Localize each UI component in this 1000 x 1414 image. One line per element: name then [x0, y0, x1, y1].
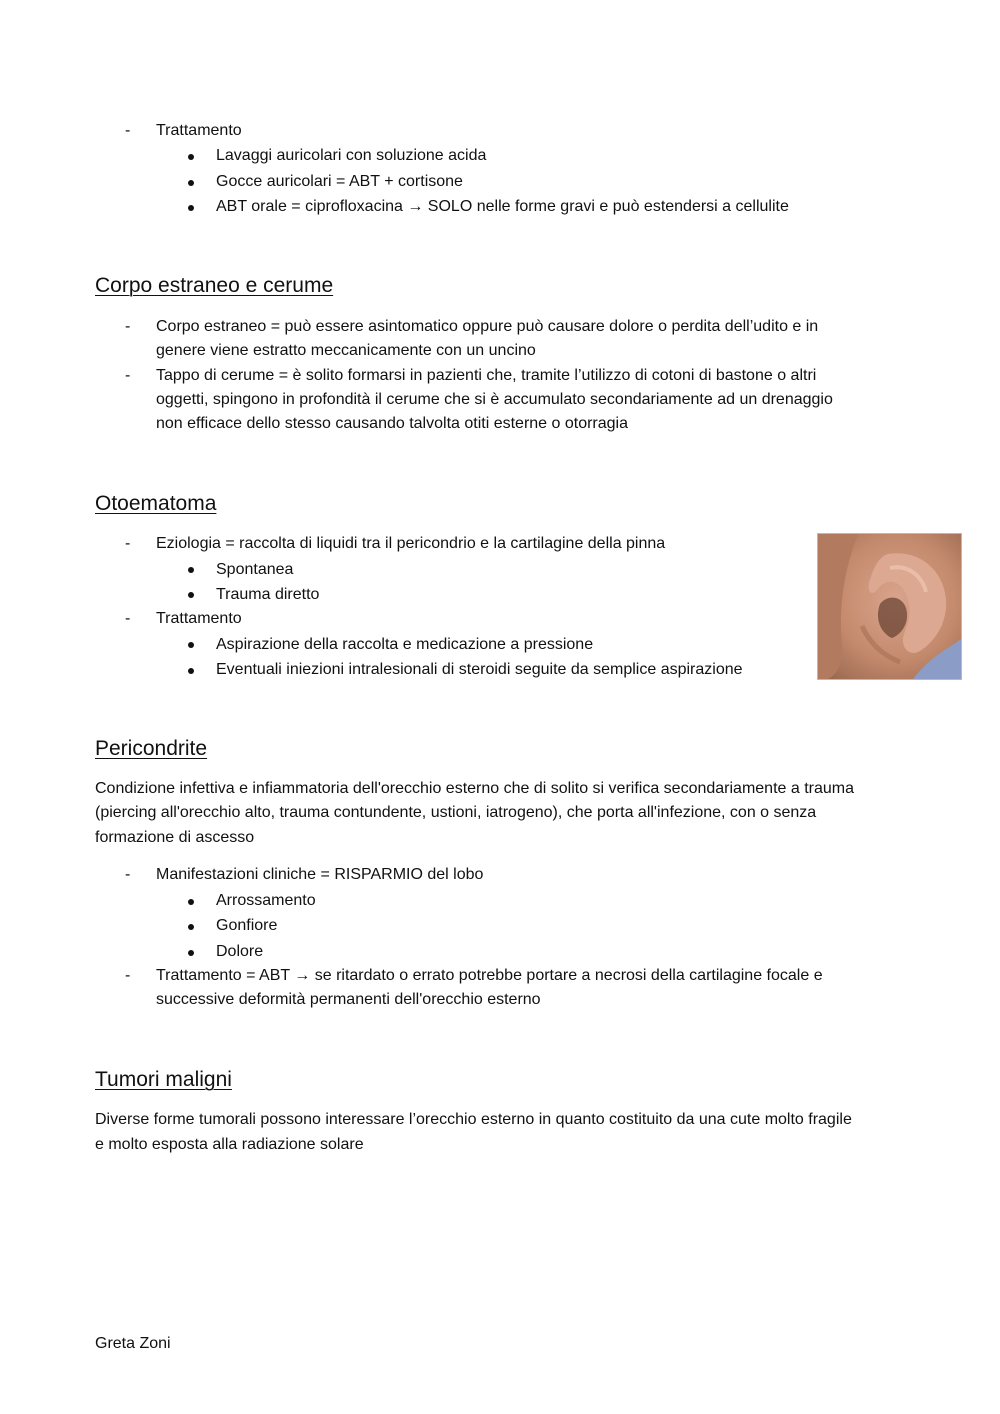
list-item: Arrossamento: [216, 892, 316, 909]
list-item: Eventuali iniezioni intralesionali di steroidi seguite da semplice aspirazione: [216, 661, 743, 678]
dash-bullet: -: [125, 318, 131, 335]
list-item: Spontanea: [216, 561, 294, 578]
paragraph-line: e molto esposta alla radiazione solare: [95, 1136, 364, 1153]
list-item-continuation: non efficace dello stesso causando talvolta otiti esterne o otorragia: [156, 415, 628, 432]
ear-image: [818, 534, 961, 679]
list-item: Gocce auricolari = ABT + cortisone: [216, 173, 463, 190]
dash-bullet: -: [125, 967, 131, 984]
list-item: Trattamento: [156, 122, 242, 139]
list-item: ABT orale = ciprofloxacina → SOLO nelle forme gravi e può estendersi a cellulite: [216, 198, 789, 215]
dash-bullet: -: [125, 535, 131, 552]
dash-bullet: -: [125, 122, 131, 139]
list-item: Trauma diretto: [216, 586, 320, 603]
otoematoma-ear-photo: [817, 533, 962, 680]
bullet-dot: [188, 205, 194, 211]
list-item: Aspirazione della raccolta e medicazione a pressione: [216, 636, 594, 653]
section-heading: Corpo estraneo e cerume: [95, 274, 334, 297]
list-item-continuation: successive deformità permanenti dell'orecchio esterno: [156, 991, 541, 1008]
bullet-dot: [188, 668, 194, 674]
section-heading: Tumori maligni: [95, 1068, 232, 1091]
list-item-continuation: genere viene estratto meccanicamente con un uncino: [156, 342, 536, 359]
bullet-dot: [188, 180, 194, 186]
bullet-dot: [188, 154, 194, 160]
section-heading: Otoematoma: [95, 492, 217, 515]
bullet-dot: [188, 567, 194, 573]
list-item: Eziologia = raccolta di liquidi tra il pericondrio e la cartilagine della pinna: [156, 535, 666, 552]
list-item: Trattamento: [156, 610, 242, 627]
list-item: Dolore: [216, 943, 264, 960]
bullet-dot: [188, 899, 194, 905]
paragraph-line: (piercing all'orecchio alto, trauma contundente, ustioni, iatrogeno), che porta all'infezione, con o senza: [95, 804, 817, 821]
paragraph-line: Diverse forme tumorali possono interessare l’orecchio esterno in quanto costituito da una cute molto fragile: [95, 1111, 852, 1128]
bullet-dot: [188, 642, 194, 648]
bullet-dot: [188, 924, 194, 930]
dash-bullet: -: [125, 866, 131, 883]
bullet-dot: [188, 950, 194, 956]
dash-bullet: -: [125, 610, 131, 627]
dash-bullet: -: [125, 367, 131, 384]
bullet-dot: [188, 592, 194, 598]
list-item: Tappo di cerume = è solito formarsi in pazienti che, tramite l’utilizzo di cotoni di bastone o altri: [156, 367, 817, 384]
list-item: Gonfiore: [216, 917, 278, 934]
paragraph-line: Condizione infettiva e infiammatoria dell'orecchio esterno che di solito si verifica secondariamente a trauma: [95, 780, 854, 797]
list-item-continuation: oggetti, spingono in profondità il cerume che si è accumulato secondariamente ad un drenaggio: [156, 391, 833, 408]
list-item: Corpo estraneo = può essere asintomatico oppure può causare dolore o perdita dell’udito e in: [156, 318, 819, 335]
list-item: Lavaggi auricolari con soluzione acida: [216, 147, 487, 164]
section-heading: Pericondrite: [95, 737, 208, 760]
list-item: Manifestazioni cliniche = RISPARMIO del lobo: [156, 866, 484, 883]
list-item: Trattamento = ABT → se ritardato o errato potrebbe portare a necrosi della cartilagine focale e: [156, 967, 823, 984]
paragraph-line: formazione di ascesso: [95, 829, 255, 846]
footer-author: Greta Zoni: [95, 1335, 171, 1352]
